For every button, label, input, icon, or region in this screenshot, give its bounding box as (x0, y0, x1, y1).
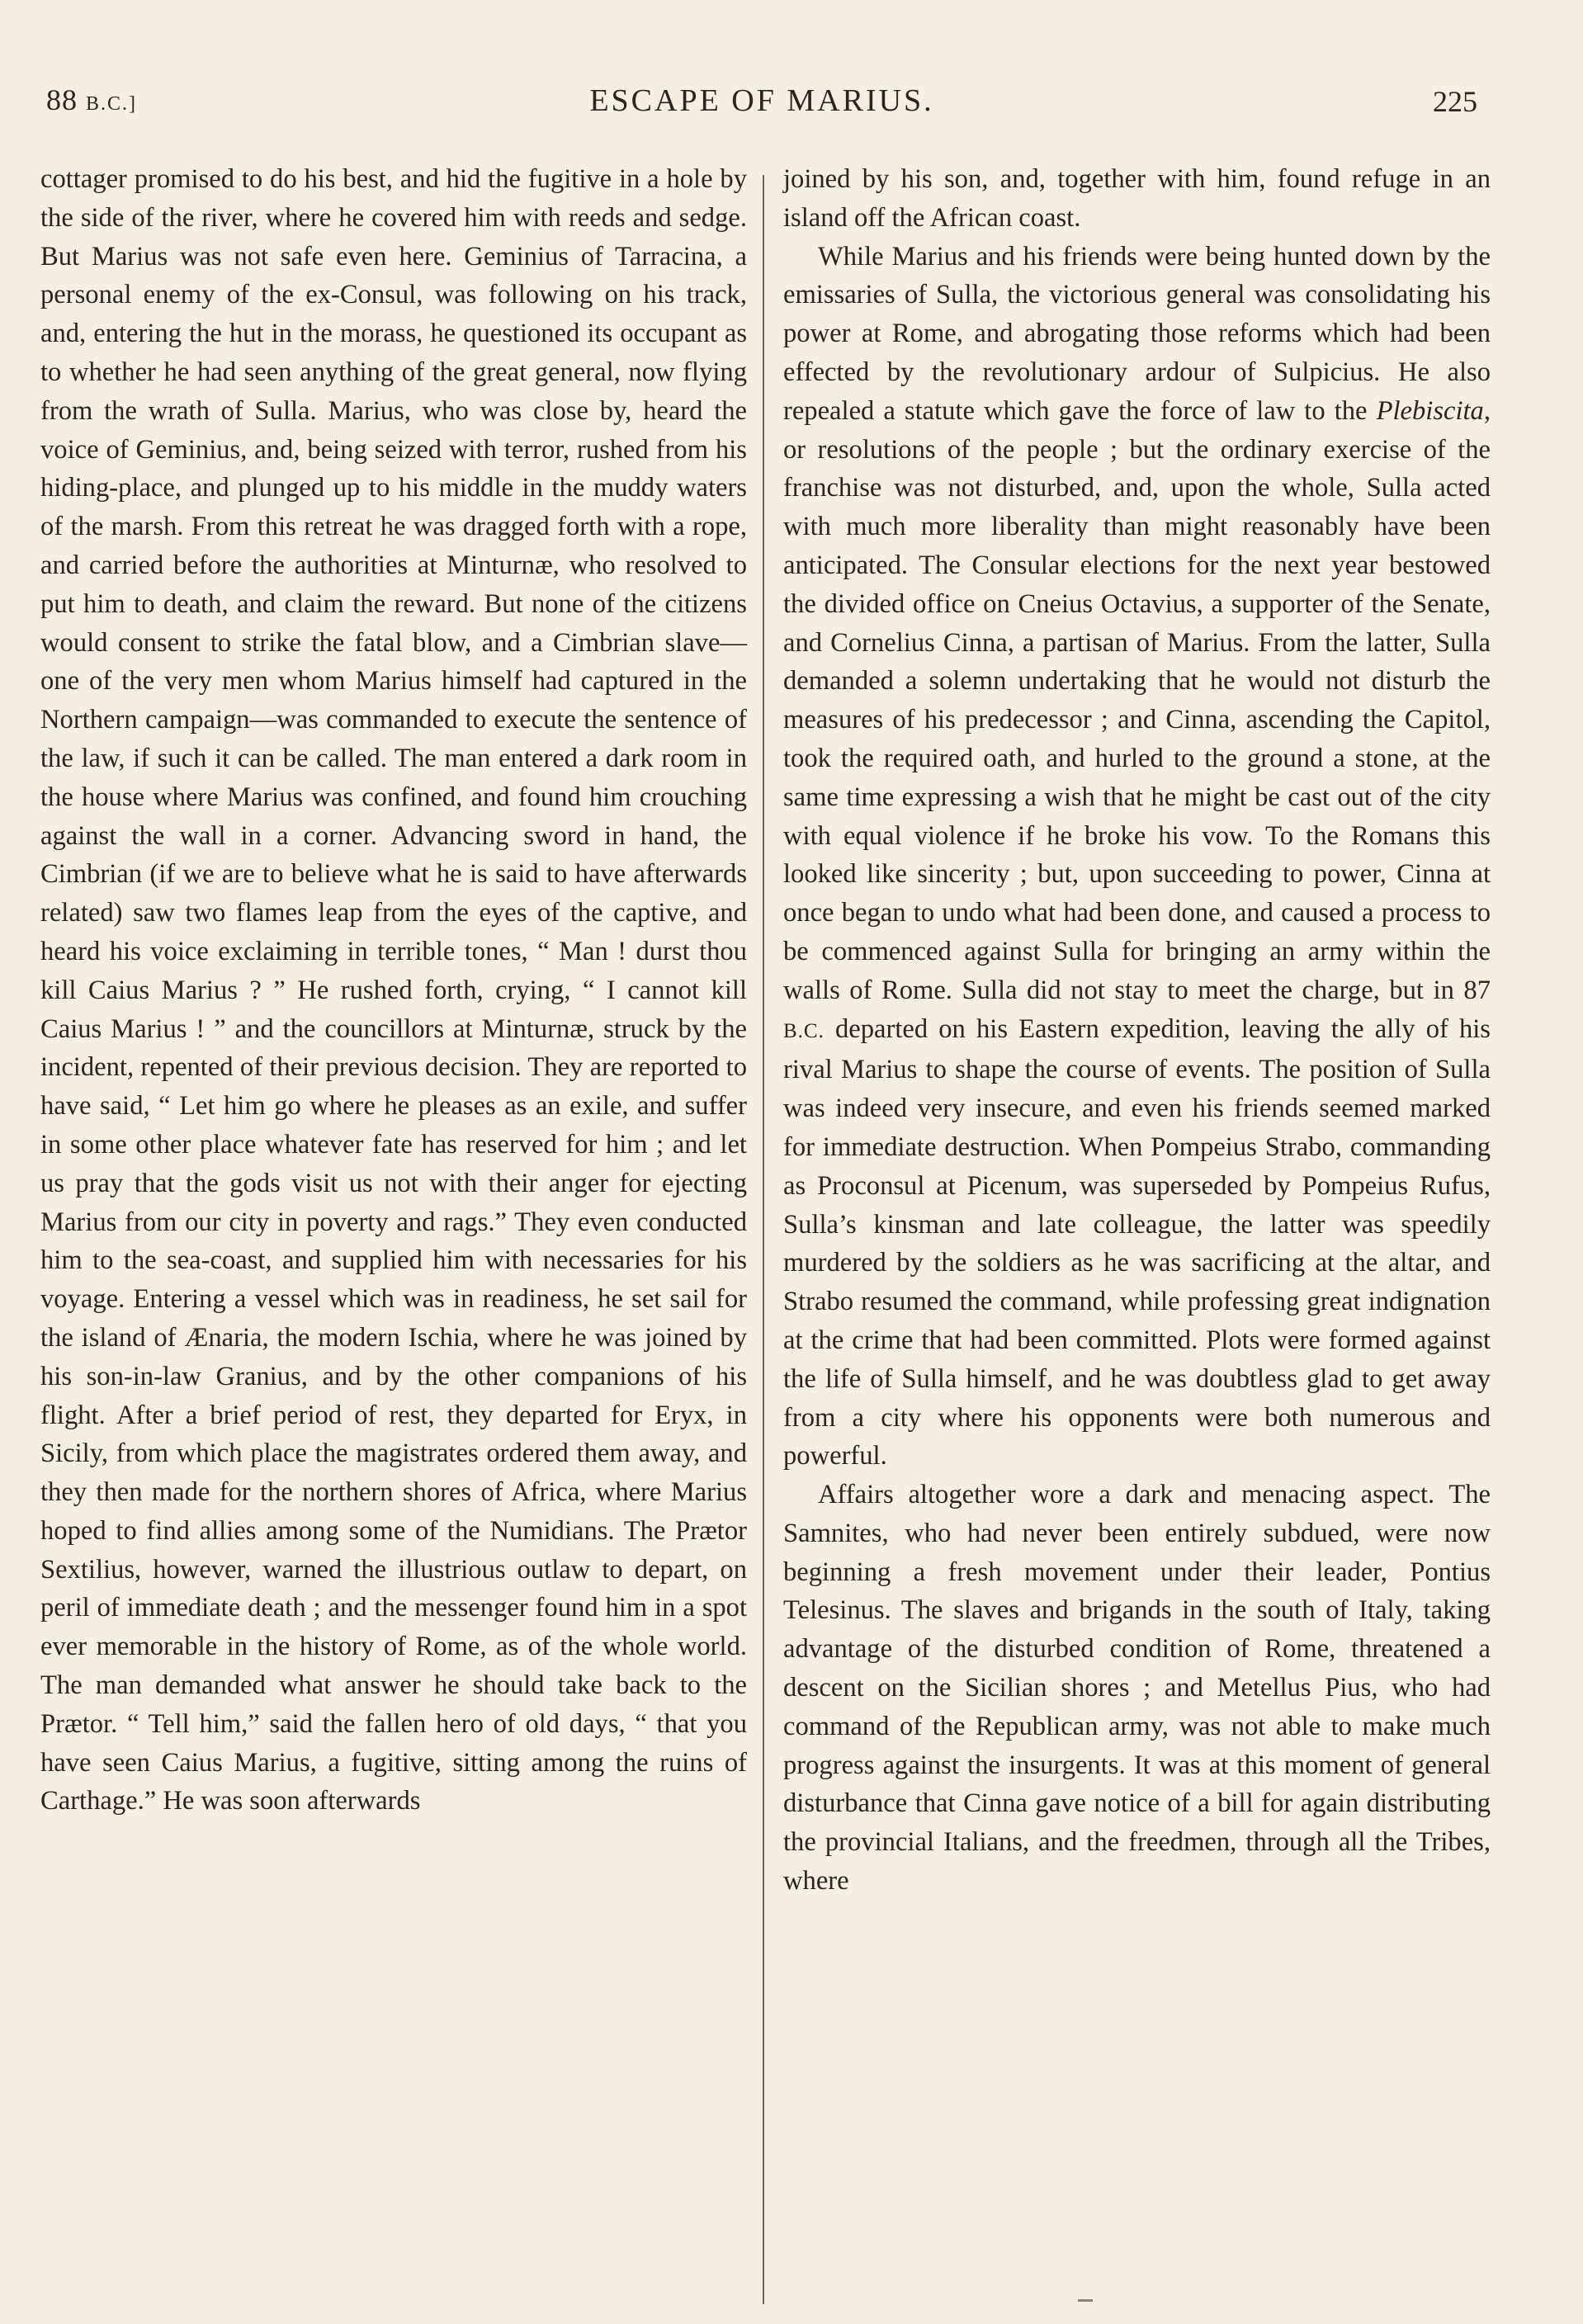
text-run: While Marius and his friends were being hunted down by the emissaries of Sulla, the victorious general was consolidating his power at Rome, and abrogating those reforms which had been effected by the revolutionary ardour of Sulpicius. He also repealed a statute which gave the force of law to the (783, 241, 1491, 426)
right-paragraph-3: Affairs altogether wore a dark and menacing aspect. The Samnites, who had never been entirely subdued, were now beginning a fresh movement under their leader, Pontius Telesinus. The slaves and brigands in the south of Italy, taking advantage of the disturbed condition of Rome, threatened a descent on the Sicilian shores ; and Metellus Pius, who had command of the Republican army, was not able to make much progress against the insurgents. It was at this moment of general disturbance that Cinna gave notice of a bill for again distributing the provincial Italians, and the freedmen, through all the Tribes, where (783, 1480, 1491, 1897)
page-title: ESCAPE OF MARIUS. (589, 83, 934, 118)
text-run: , or resolutions of the people ; but the ordinary exercise of the franchise was not disturbed, and, upon the whole, Sulla acted with much more liberality than might reasonably have been anticipated. The Consular elections for the next year bestowed the divided office on Cneius Octavius, a supporter of the Senate, and Cornelius Cinna, a partisan of Marius. From the latter, Sulla demanded a solemn undertaking that he would not disturb the measures of his predecessor ; and Cinna, ascending the Capitol, took the required oath, and hurled to the ground a stone, at the same time expressing a wish that he might be cast out of the city with equal violence if he broke his vow. To the Romans this looked like sincerity ; but, upon succeeding to power, Cinna at once began to undo what had been done, and caused a process to be commenced against Sulla for bringing an army within the walls of Rome. Sulla did not stay to meet the charge, but in 87 (783, 395, 1491, 1005)
small-caps-era: B.C. (783, 1019, 825, 1042)
footer-mark (1078, 2299, 1093, 2302)
page-number: 225 (1433, 85, 1477, 118)
header-year: 88 (46, 83, 78, 116)
right-column (783, 160, 1491, 1901)
column-divider (763, 175, 764, 2304)
right-paragraph-1: joined by his son, and, together with him, found refuge in an island off the African coast. (783, 164, 1491, 233)
header-era: B.C.] (86, 93, 138, 115)
right-paragraph-2 (783, 238, 1491, 1476)
italic-term: Plebiscita (1376, 395, 1484, 426)
running-header (46, 83, 1477, 132)
left-paragraph-1: cottager promised to do his best, and hid the fugitive in a hole by the side of the river, where he covered him with reeds and sedge. But Marius was not safe even here. Geminius of Tarracina, a personal enemy of the ex-Consul, was following on his track, and, entering the hut in the morass, he questioned its occupant as to whether he had seen anything of the great general, now flying from the wrath of Sulla. Marius, who was close by, heard the voice of Geminius, and, being seized with terror, rushed from his hiding-place, and plunged up to his middle in the muddy waters of the marsh. From this retreat he was dragged forth with a rope, and carried before the authorities at Minturnæ, who resolved to put him to death, and claim the reward. But none of the citizens would consent to strike the fatal blow, and a Cimbrian slave—one of the very men whom Marius himself had captured in the Northern campaign—was commanded to execute the sentence of the law, if such it can be called. The man entered a dark room in the house where Marius was confined, and found him crouching against the wall in a corner. Advancing sword in hand, the Cimbrian (if we are to believe what he is said to have afterwards related) saw two flames leap from the eyes of the captive, and heard his voice exclaiming in terrible tones, “ Man ! durst thou kill Caius Marius ? ” He rushed forth, crying, “ I cannot kill Caius Marius ! ” and the councillors at Minturnæ, struck by the incident, repented of their previous decision. They are reported to have said, “ Let him go where he pleases as an exile, and suffer in some other place whatever fate has reserved for him ; and let us pray that the gods visit us not with their anger for ejecting Marius from our city in poverty and rags.” They even conducted him to the sea-coast, and supplied him with necessaries for his voyage. Entering a vessel which was in readiness, he set sail for the island of Ænaria, the modern Ischia, where he was joined by his son-in-law Granius, and by the other companions of his flight. After a brief period of rest, they departed for Eryx, in Sicily, from which place the magistrates ordered them away, and they then made for the northern shores of Africa, where Marius hoped to find allies among some of the Numidians. The Prætor Sextilius, however, warned the illustrious outlaw to depart, on peril of immediate death ; and the messenger found him in a spot ever memorable in the history of Rome, as of the whole world. The man demanded what answer he should take back to the Prætor. “ Tell him,” said the fallen hero of old days, “ that you have seen Caius Marius, a fugitive, sitting among the ruins of Carthage.” He was soon afterwards (40, 164, 747, 1816)
left-column (40, 160, 747, 1821)
text-run: departed on his Eastern expedition, leaving the ally of his rival Marius to shape the course of events. The position of Sulla was indeed very insecure, and even his friends seemed marked for immediate destruction. When Pompeius Strabo, commanding as Proconsul at Picenum, was superseded by Pompeius Rufus, Sulla’s kinsman and late colleague, the latter was speedily murdered by the soldiers as he was sacrificing at the altar, and Strabo resumed the command, while professing great indignation at the crime that had been committed. Plots were formed against the life of Sulla himself, and he was doubtless glad to get away from a city where his opponents were both numerous and powerful. (783, 1013, 1491, 1471)
